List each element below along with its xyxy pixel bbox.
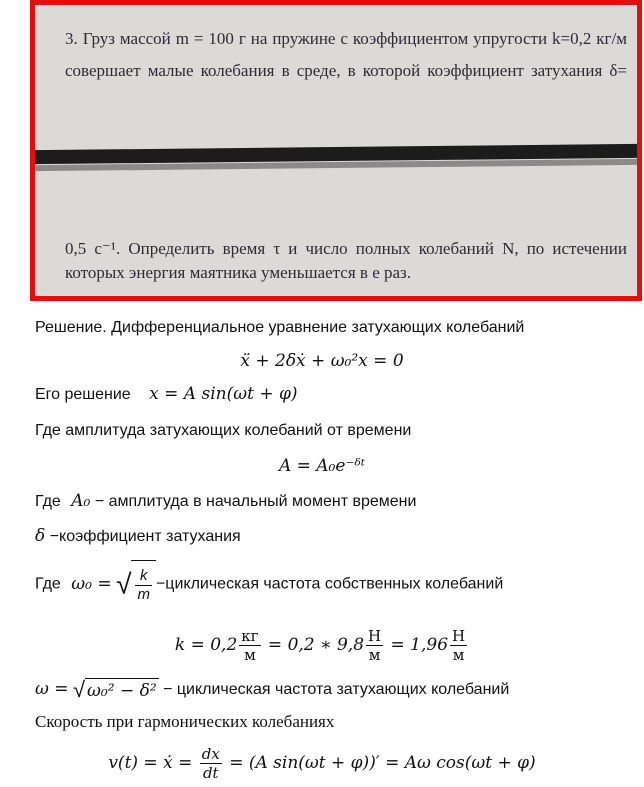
k-unit-2	[366, 627, 383, 664]
v-lhs: v(t) = ẋ =	[108, 753, 193, 773]
omega0-definition	[0, 560, 644, 609]
problem-line-1: 3. Груз массой m = 100 г на пружине с коэффициентом упругости k=0,2 кг/м	[65, 29, 627, 48]
omega-text: − циклическая частота затухающих колебаний	[158, 681, 510, 699]
omega-root: ω₀² − δ²	[85, 678, 159, 701]
sqrt-icon: √	[116, 568, 132, 600]
delta-definition	[0, 526, 644, 547]
v-num: dx	[201, 745, 220, 763]
velocity-label: Скорость при гармонических колебаниях	[35, 712, 335, 731]
velocity-equation	[0, 740, 644, 786]
k-lhs: k = 0,2	[174, 635, 238, 655]
solution-equation: x = A sin(ωt + φ)	[149, 384, 298, 404]
v-rhs: = (A sin(ωt + φ))′ = Aω cos(ωt + φ)	[229, 753, 536, 773]
delta-symbol: δ	[35, 526, 46, 546]
v-den: dt	[202, 764, 219, 782]
a0-text: − амплитуда в начальный момент времени	[90, 493, 417, 510]
k-mid: = 0,2 ∗ 9,8	[267, 635, 365, 655]
problem-line-4: которых энергия маятника уменьшается в e раз.	[65, 263, 412, 282]
omega0-den: m	[137, 586, 150, 604]
problem-line-2: совершает малые колебания в среде, в которой коэффициент затухания δ=	[65, 61, 627, 80]
k-unit-1	[239, 627, 260, 664]
omega0-num: k	[135, 567, 152, 586]
k-unit-1-num: кг	[241, 627, 259, 645]
a0-where: Где	[35, 493, 61, 510]
k-unit-1-den: м	[244, 646, 256, 664]
omega0-sqrt	[116, 560, 156, 609]
k-unit-3-num: Н	[452, 627, 466, 645]
k-unit-2-num: Н	[368, 627, 382, 645]
k-unit-2-den: м	[368, 646, 381, 664]
omega0-where: Где	[35, 575, 61, 593]
a0-definition	[0, 491, 644, 512]
omega-sqrt	[73, 676, 159, 704]
k-result: = 1,96	[390, 635, 449, 655]
k-calculation	[0, 622, 644, 668]
amplitude-equation: A = A₀e⁻ᵟᵗ	[278, 456, 366, 476]
solution-label: Его решение	[35, 386, 131, 403]
problem-photo	[30, 0, 642, 301]
equation-differential: ẍ + 2δẋ + ω₀²x = 0	[240, 351, 404, 371]
omega-definition	[0, 676, 644, 704]
solution-line	[0, 384, 644, 405]
k-unit-3	[450, 627, 467, 664]
sqrt-icon: √	[72, 676, 86, 702]
amplitude-label: Где амплитуда затухающих колебаний от времени	[35, 422, 412, 439]
v-fraction	[200, 745, 222, 782]
omega0-lhs: ω₀ =	[71, 573, 112, 594]
omega0-fraction	[135, 567, 152, 604]
a0-symbol: A₀	[71, 491, 91, 511]
omega0-text: −циклическая частота собственных колебаний	[155, 575, 504, 593]
k-unit-3-den: м	[452, 646, 465, 664]
problem-line-3: 0,5 с⁻¹. Определить время τ и число полных колебаний N, по истечении	[65, 239, 627, 258]
solution-intro: Решение. Дифференциальное уравнение затухающих колебаний	[35, 319, 525, 336]
omega-lhs: ω =	[35, 679, 69, 700]
delta-text: −коэффициент затухания	[45, 528, 241, 545]
